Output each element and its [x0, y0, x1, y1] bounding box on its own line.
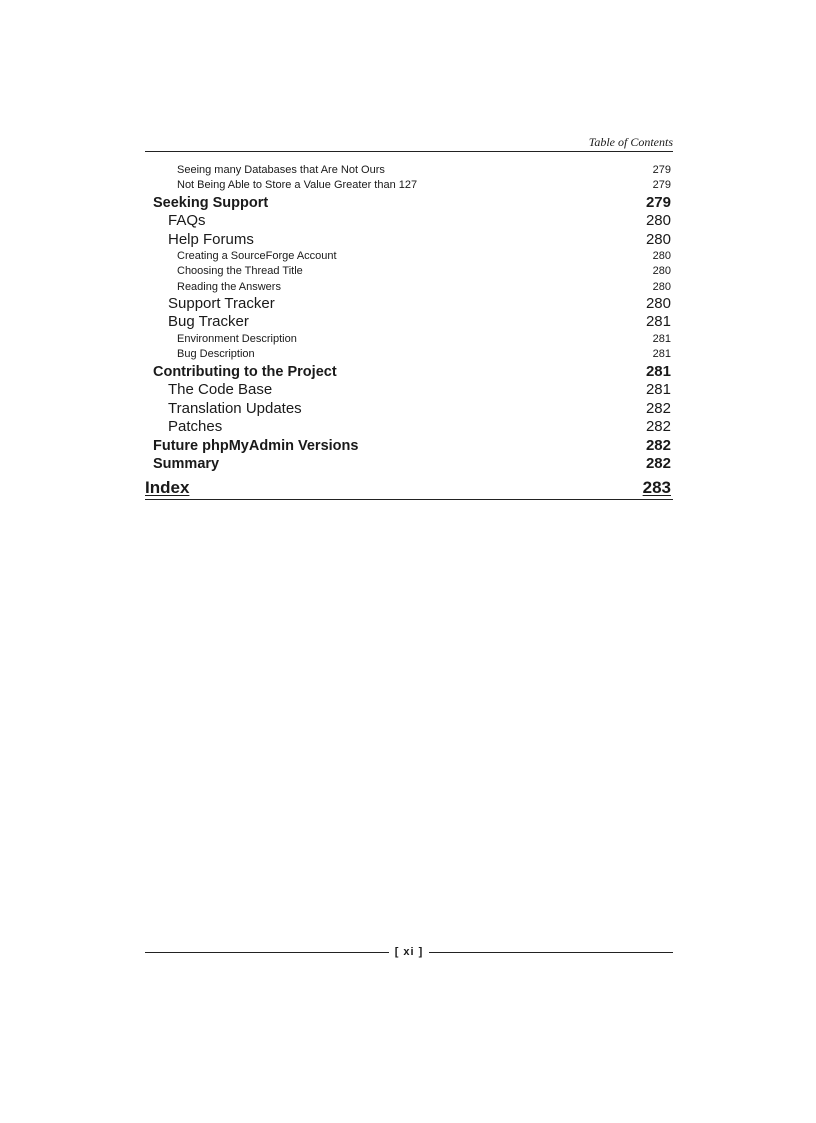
toc-entry-page: 282 [645, 436, 671, 454]
toc-entry[interactable] [145, 231, 673, 250]
toc-entry-title: Choosing the Thread Title [177, 265, 303, 278]
toc-entry-title: Not Being Able to Store a Value Greater than 127 [177, 179, 418, 192]
toc-entry-title: Bug Tracker [168, 313, 249, 331]
toc-entry-page: 279 [652, 164, 671, 176]
toc-entry-page: 281 [645, 381, 671, 399]
toc-section-heading[interactable] [145, 437, 673, 456]
toc-entry-title: Contributing to the Project [153, 363, 337, 380]
toc-entry-title: Seeking Support [153, 194, 269, 211]
toc-entry-page: 280 [645, 230, 671, 248]
toc-entry-page: 279 [652, 179, 671, 192]
toc-entry[interactable] [145, 347, 673, 362]
toc-entry-page: 281 [652, 332, 671, 345]
toc-entry-page: 280 [645, 212, 671, 230]
toc-entry-page: 280 [652, 280, 671, 293]
toc-entry[interactable] [145, 163, 673, 178]
header-rule [145, 151, 673, 152]
footer-rule-right [429, 952, 673, 953]
toc-entry[interactable] [145, 381, 673, 400]
toc-entry-title: Seeing many Databases that Are Not Ours [177, 164, 385, 176]
toc-entry-title: Help Forums [168, 230, 254, 248]
page-footer [145, 943, 673, 961]
toc-entry-page: 282 [645, 455, 671, 473]
toc-entry-title: FAQs [168, 212, 206, 230]
toc-entry-page: 281 [652, 348, 671, 361]
toc-entry-page: 279 [645, 193, 671, 211]
toc-entry-title: Index [145, 477, 190, 497]
toc-entry-title: Translation Updates [168, 399, 302, 417]
running-head-title: Table of Contents [588, 135, 673, 149]
toc-entry[interactable] [145, 249, 673, 264]
toc-entry-page: 283 [642, 477, 671, 497]
toc-entry-title: Creating a SourceForge Account [177, 250, 337, 263]
toc-entry-page: 282 [645, 418, 671, 436]
toc-entry-page: 280 [652, 265, 671, 278]
toc-entry-page: 282 [645, 399, 671, 417]
toc-entry[interactable] [145, 313, 673, 332]
toc-chapter-index[interactable] [145, 476, 673, 500]
toc-entry-page: 281 [645, 313, 671, 331]
toc-section-heading[interactable] [145, 363, 673, 382]
page-number: [ xi ] [394, 946, 424, 958]
toc-entry-page: 280 [652, 250, 671, 263]
toc-entry[interactable] [145, 178, 673, 193]
toc-entry-page: 280 [645, 294, 671, 312]
toc-entry-title: Summary [153, 456, 220, 473]
toc-entry-title: Reading the Answers [177, 280, 281, 293]
toc-entry-title: Future phpMyAdmin Versions [153, 437, 359, 454]
toc-entry-title: Bug Description [177, 348, 255, 361]
toc-entry-page: 281 [645, 362, 671, 380]
toc-entry[interactable] [145, 212, 673, 231]
toc-entry[interactable] [145, 418, 673, 437]
toc-section-heading[interactable] [145, 455, 673, 474]
toc-entry[interactable] [145, 332, 673, 347]
table-of-contents [145, 163, 673, 500]
toc-entry-title: The Code Base [168, 381, 273, 399]
toc-entry[interactable] [145, 400, 673, 419]
toc-entry[interactable] [145, 264, 673, 279]
toc-entry[interactable] [145, 295, 673, 314]
toc-entry-title: Support Tracker [168, 294, 275, 312]
toc-entry-title: Environment Description [177, 332, 297, 345]
footer-rule-left [145, 952, 389, 953]
toc-entry[interactable] [145, 280, 673, 295]
toc-section-heading[interactable] [145, 194, 673, 213]
toc-entry-title: Patches [168, 418, 223, 436]
